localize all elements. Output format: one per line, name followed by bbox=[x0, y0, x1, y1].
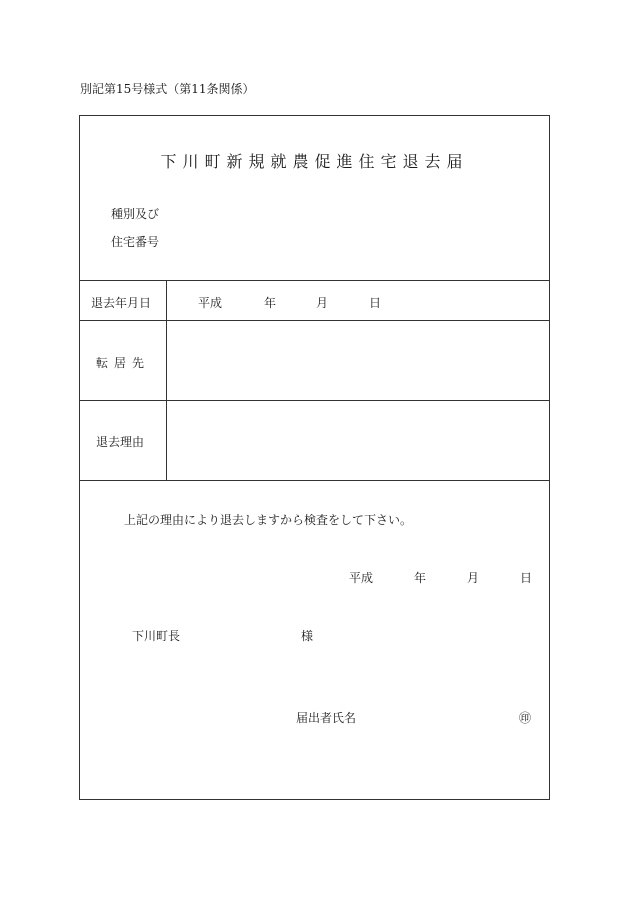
submit-date-month: 月 bbox=[467, 571, 480, 585]
submit-date-day: 日 bbox=[520, 571, 533, 585]
type-label-line1: 種別及び bbox=[111, 207, 160, 221]
divider bbox=[80, 480, 549, 481]
addressee: 下川町長 bbox=[132, 629, 181, 643]
move-out-date-label: 退去年月日 bbox=[91, 296, 152, 310]
honorific: 様 bbox=[301, 629, 314, 643]
new-address-field[interactable] bbox=[168, 322, 548, 398]
divider bbox=[80, 320, 549, 321]
divider bbox=[80, 280, 549, 281]
submit-date-year: 年 bbox=[414, 571, 427, 585]
statement-text: 上記の理由により退去しますから検査をして下さい。 bbox=[124, 513, 413, 527]
reason-label: 退去理由 bbox=[96, 435, 145, 449]
applicant-name-label: 届出者氏名 bbox=[296, 711, 357, 725]
reason-field[interactable] bbox=[168, 402, 548, 478]
type-label-line2: 住宅番号 bbox=[111, 235, 160, 249]
type-and-house-number-field[interactable] bbox=[190, 200, 530, 252]
move-out-date-day: 日 bbox=[369, 296, 382, 310]
form-number-note: 別記第15号様式（第11条関係） bbox=[80, 82, 255, 96]
move-out-date-era: 平成 bbox=[198, 296, 223, 310]
move-out-date-month: 月 bbox=[316, 296, 329, 310]
divider bbox=[80, 400, 549, 401]
move-out-date-year: 年 bbox=[264, 296, 277, 310]
new-address-label: 転居先 bbox=[96, 356, 151, 370]
submit-date-era: 平成 bbox=[349, 571, 374, 585]
applicant-name-field[interactable] bbox=[370, 704, 510, 728]
form-title: 下川町新規就農促進住宅退去届 bbox=[160, 152, 469, 171]
move-out-notice-form bbox=[79, 115, 550, 800]
seal-mark: ㊞ bbox=[519, 711, 532, 725]
column-divider bbox=[166, 280, 167, 480]
